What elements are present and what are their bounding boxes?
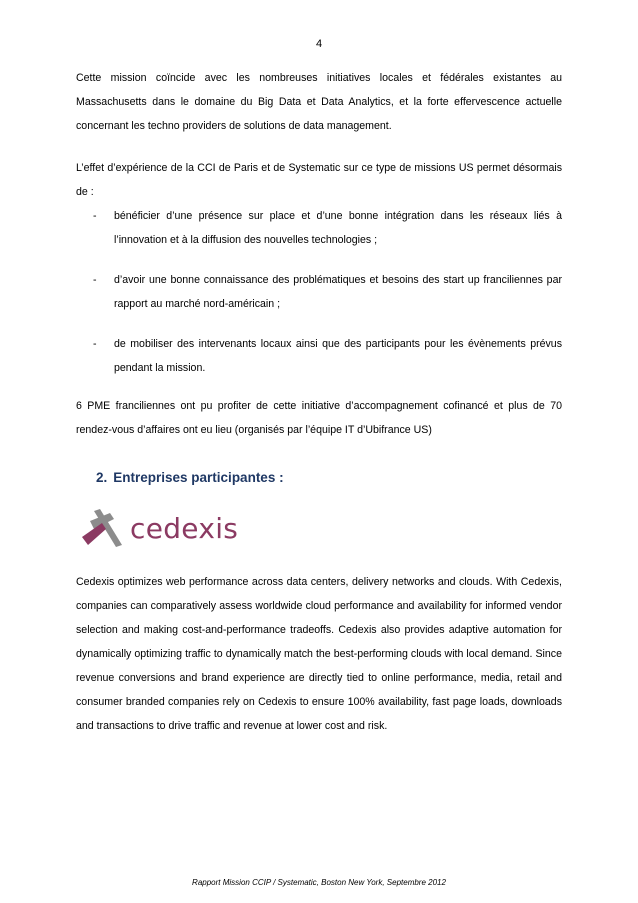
list-item-text: bénéficier d’une présence sur place et d’une bonne intégration dans les réseaux liés à l’innovation et à la diffusion des nouvelles technologies ; — [114, 210, 562, 246]
section-heading — [76, 466, 562, 490]
section-number: 2. — [96, 470, 108, 485]
cedexis-x-mark-icon — [80, 507, 124, 549]
list-item-text: d’avoir une bonne connaissance des problématiques et besoins des start up franciliennes par rapport au marché nord-américain ; — [114, 274, 562, 310]
list-item — [76, 204, 562, 252]
list-dash: - — [93, 210, 97, 222]
benefits-list — [76, 204, 562, 380]
paragraph-results: 6 PME franciliennes ont pu profiter de cette initiative d’accompagnement cofinancé et plus de 70 rendez-vous d’affaires ont eu lieu (organisés par l’équipe IT d’Ubifrance US) — [76, 400, 562, 436]
logo-wordmark: cedexis — [130, 511, 239, 545]
cedexis-logo — [80, 504, 562, 552]
page-number: 4 — [315, 38, 323, 50]
page-content — [76, 66, 562, 738]
section-title: Entreprises participantes : — [113, 470, 284, 485]
list-item — [76, 332, 562, 380]
list-item-text: de mobiliser des intervenants locaux ainsi que des participants pour les évènements prévus pendant la mission. — [114, 338, 562, 374]
list-dash: - — [93, 338, 97, 350]
paragraph-context: Cette mission coïncide avec les nombreuses initiatives locales et fédérales existantes au Massachusetts dans le domaine du Big Data et Data Analytics, et la forte effervescence actuelle concernant les techno providers de solutions de data management. — [76, 72, 562, 132]
page-footer: Rapport Mission CCIP / Systematic, Boston New York, Septembre 2012 — [192, 878, 446, 887]
paragraph-cedexis: Cedexis optimizes web performance across data centers, delivery networks and clouds. With Cedexis, companies can comparatively assess worldwide cloud performance and availability for informed vendor selection and making cost-and-performance tradeoffs. Cedexis also provides adaptive automation for dynamically optimizing traffic to dynamically match the best-performing clouds with local demand. Since revenue conversions and brand experience are directly tied to online performance, media, retail and consumer branded companies rely on Cedexis to ensure 100% availability, fast page loads, downloads and transactions to drive traffic and revenue at lower cost and risk. — [76, 576, 562, 732]
paragraph-intro-list: L’effet d’expérience de la CCI de Paris et de Systematic sur ce type de missions US permet désormais de : — [76, 162, 562, 198]
list-dash: - — [93, 274, 97, 286]
list-item — [76, 268, 562, 316]
